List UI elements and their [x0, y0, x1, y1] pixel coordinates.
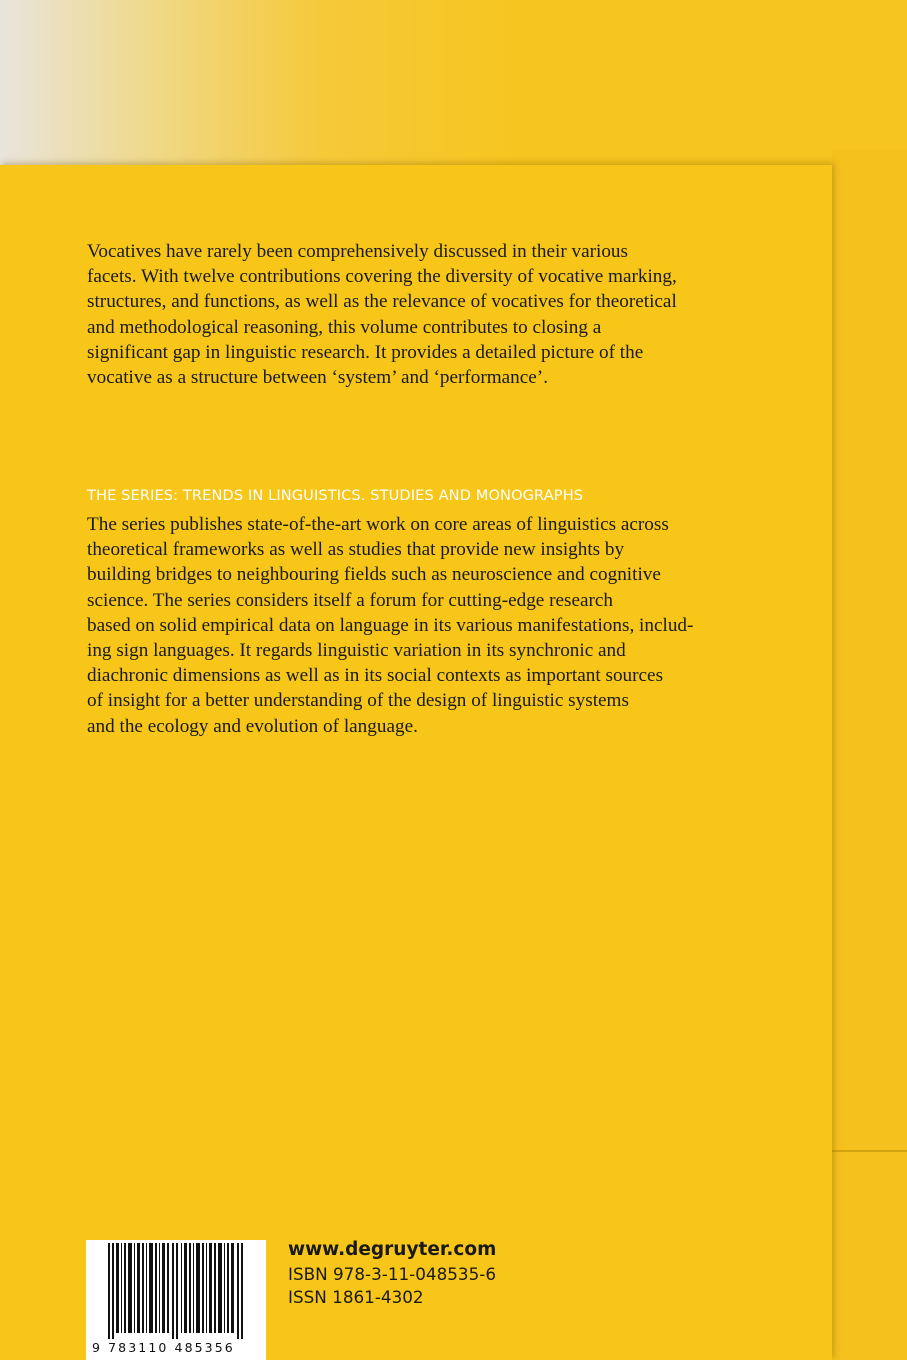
blurb-line: Vocatives have rarely been comprehensively discussed in their various — [87, 241, 628, 262]
series-line: based on solid empirical data on language in its various manifestations, includ- — [87, 614, 694, 636]
issn: ISSN 1861-4302 — [288, 1287, 424, 1307]
publisher-info — [288, 1237, 496, 1309]
isbn: ISBN 978-3-11-048535-6 — [288, 1264, 497, 1284]
series-heading: THE SERIES: TRENDS IN LINGUISTICS. STUDIES AND MONOGRAPHS — [87, 487, 584, 504]
book-blurb — [87, 239, 787, 390]
series-line: of insight for a better understanding of the design of linguistic systems — [87, 690, 629, 712]
blurb-line: structures, and functions, as well as the relevance of vocatives for theoretical — [87, 291, 677, 313]
blurb-line: facets. With twelve contributions covering the diversity of vocative marking, — [87, 266, 677, 288]
series-line: diachronic dimensions as well as in its social contexts as important sources — [87, 665, 664, 687]
publisher-url[interactable]: www.degruyter.com — [288, 1239, 497, 1260]
blurb-line: and methodological reasoning, this volume contributes to closing a — [87, 316, 602, 338]
blurb-line: vocative as a structure between ‘system’ and ‘performance’. — [87, 367, 548, 389]
barcode-bars — [106, 1243, 246, 1339]
background-sheet-right — [832, 150, 907, 1360]
series-line: building bridges to neighbouring fields such as neuroscience and cognitive — [87, 564, 661, 586]
barcode-number: 9 783110 485356 — [92, 1340, 235, 1355]
barcode — [86, 1240, 266, 1360]
series-line: science. The series considers itself a forum for cutting-edge research — [87, 589, 614, 611]
series-line: theoretical frameworks as well as studies that provide new insights by — [87, 539, 625, 561]
series-line: and the ecology and evolution of language. — [87, 715, 418, 737]
series-line: ing sign languages. It regards linguistic variation in its synchronic and — [87, 640, 626, 662]
blurb-line: significant gap in linguistic research. It provides a detailed picture of the — [87, 341, 644, 363]
series-description — [87, 512, 787, 739]
series-line: The series publishes state-of-the-art work on core areas of linguistics across — [87, 514, 669, 535]
panel-edge — [832, 1150, 907, 1152]
